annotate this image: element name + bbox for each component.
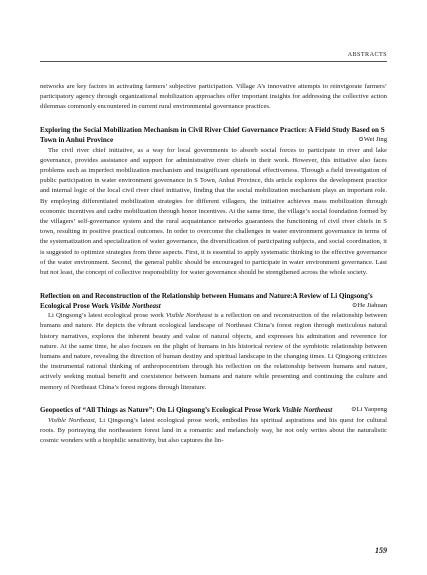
article-2-abstract-prefix: Li Qingsong’s latest ecological prose work	[48, 312, 166, 320]
article-3-abstract	[40, 416, 387, 447]
article-3	[40, 405, 387, 446]
article-3-author: ⊙Li Yaopeng	[351, 406, 387, 414]
article-2-abstract	[40, 311, 387, 393]
article-1-abstract: The civil river chief initiative, as a way for local governments to absorb social forces to participate in river and lake governance, provides assistance and support for administrative river chiefs in their work. However, this initiative also faces problems such as imperfect mobilization mechanism and insignificant operational effectiveness. Through a field investigation of public participation in water environment governance in S Town, Anhui Province, this article explores the development practice and internal logic of the local civil river chief initiative, finding that the social mobilization mechanism plays an important role. By employing differentiated mobilization strategies for different villagers, the initiative achieves mass mobilization through economic incentives and cadre mobilization through honor incentives. At the same time, the village’s social foundation formed by the villagers’ self-governance system and the rural acquaintance networks guarantees the functioning of civil river chiefs in S town, resulting in positive practical outcomes. In order to overcome the challenges in water environment governance in terms of the systematization and specialization of water governance, the diversification of participating subjects, and social coordination, it is suggested to optimize strategies from three aspects. First, it is essential to apply systematic thinking to the effective governance of the water environment. Second, the general public should be encouraged to participate in water environment governance. Last but not least, the concept of collective responsibility for water governance should be strengthened across the whole society.	[40, 146, 387, 277]
article-3-abstract-work: Visible Northeast	[48, 416, 95, 424]
article-2	[40, 291, 387, 393]
article-1-title-text: Exploring the Social Mobilization Mechanism in Civil River Chief Governance Practice: A Field Study Based on S Town in Anhui Province	[40, 126, 385, 145]
header-rule	[40, 61, 387, 62]
article-3-abstract-rest: , Li Qingsong’s latest ecological prose work, embodies his spiritual aspirations and his quest for cultural roots. By portraying the northeastern forest land in a romantic and melancholy way, he not only writes about the naturalistic cosmic wonders with a biophilic sensitivity, but also captures the lin-	[40, 416, 388, 445]
article-2-title-text: Reflection on and Reconstruction of the Relationship between Humans and Nature:A Review of Li Qingsong’s Ecological Prose Work	[40, 291, 373, 311]
article-1	[40, 125, 387, 278]
continued-paragraph: networks are key factors in activating farmers’ subjective participation. Village A’s innovative attempts to reinvigorate farmers’ participatory agency through organizational mobilization approaches offer important insights for addressing the collective action dilemmas commonly encountered in current rural environmental governance practices.	[40, 83, 387, 111]
article-3-title	[40, 405, 387, 415]
page-body	[40, 82, 387, 446]
article-2-title-work: Visible Northeast	[110, 302, 161, 311]
article-2-abstract-work: Visible Northeast	[165, 312, 213, 320]
page-number: 159	[375, 546, 387, 555]
article-1-title	[40, 125, 387, 145]
article-3-title-work: Visible Northeast	[282, 406, 333, 415]
article-2-title	[40, 291, 387, 311]
article-3-title-text: Geopoetics of “All Things as Nature”: On Li Qingsong’s Ecological Prose Work	[40, 406, 282, 415]
article-2-author: ⊙He Jiahuan	[351, 302, 387, 310]
article-1-author: ⊙Wei Jing	[358, 136, 387, 144]
running-head: ABSTRACTS	[347, 51, 387, 58]
article-2-abstract-rest: is a reflection on and reconstruction of the relationship between humans and nature. He depicts the vibrant ecological landscape of Northeast China’s forest region through meticulous natural history narratives, explores the inherent beauty and value of natural objects, and expresses his admiration and reverence for nature. At the same time, he also focuses on the plight of humans in his historical review of the symbiotic relationship between humans and nature, revealing the direction of human destiny and spiritual landscape in the changing times. Li Qingsong criticizes the instrumental rational thinking of anthropocentrism through his reflection on the relationship between humans and nature, actively seeking mutual benefit and coexistence between humans and nature while presenting and continuing the culture and memory of Northeast China’s forest regions through literature.	[40, 312, 387, 391]
